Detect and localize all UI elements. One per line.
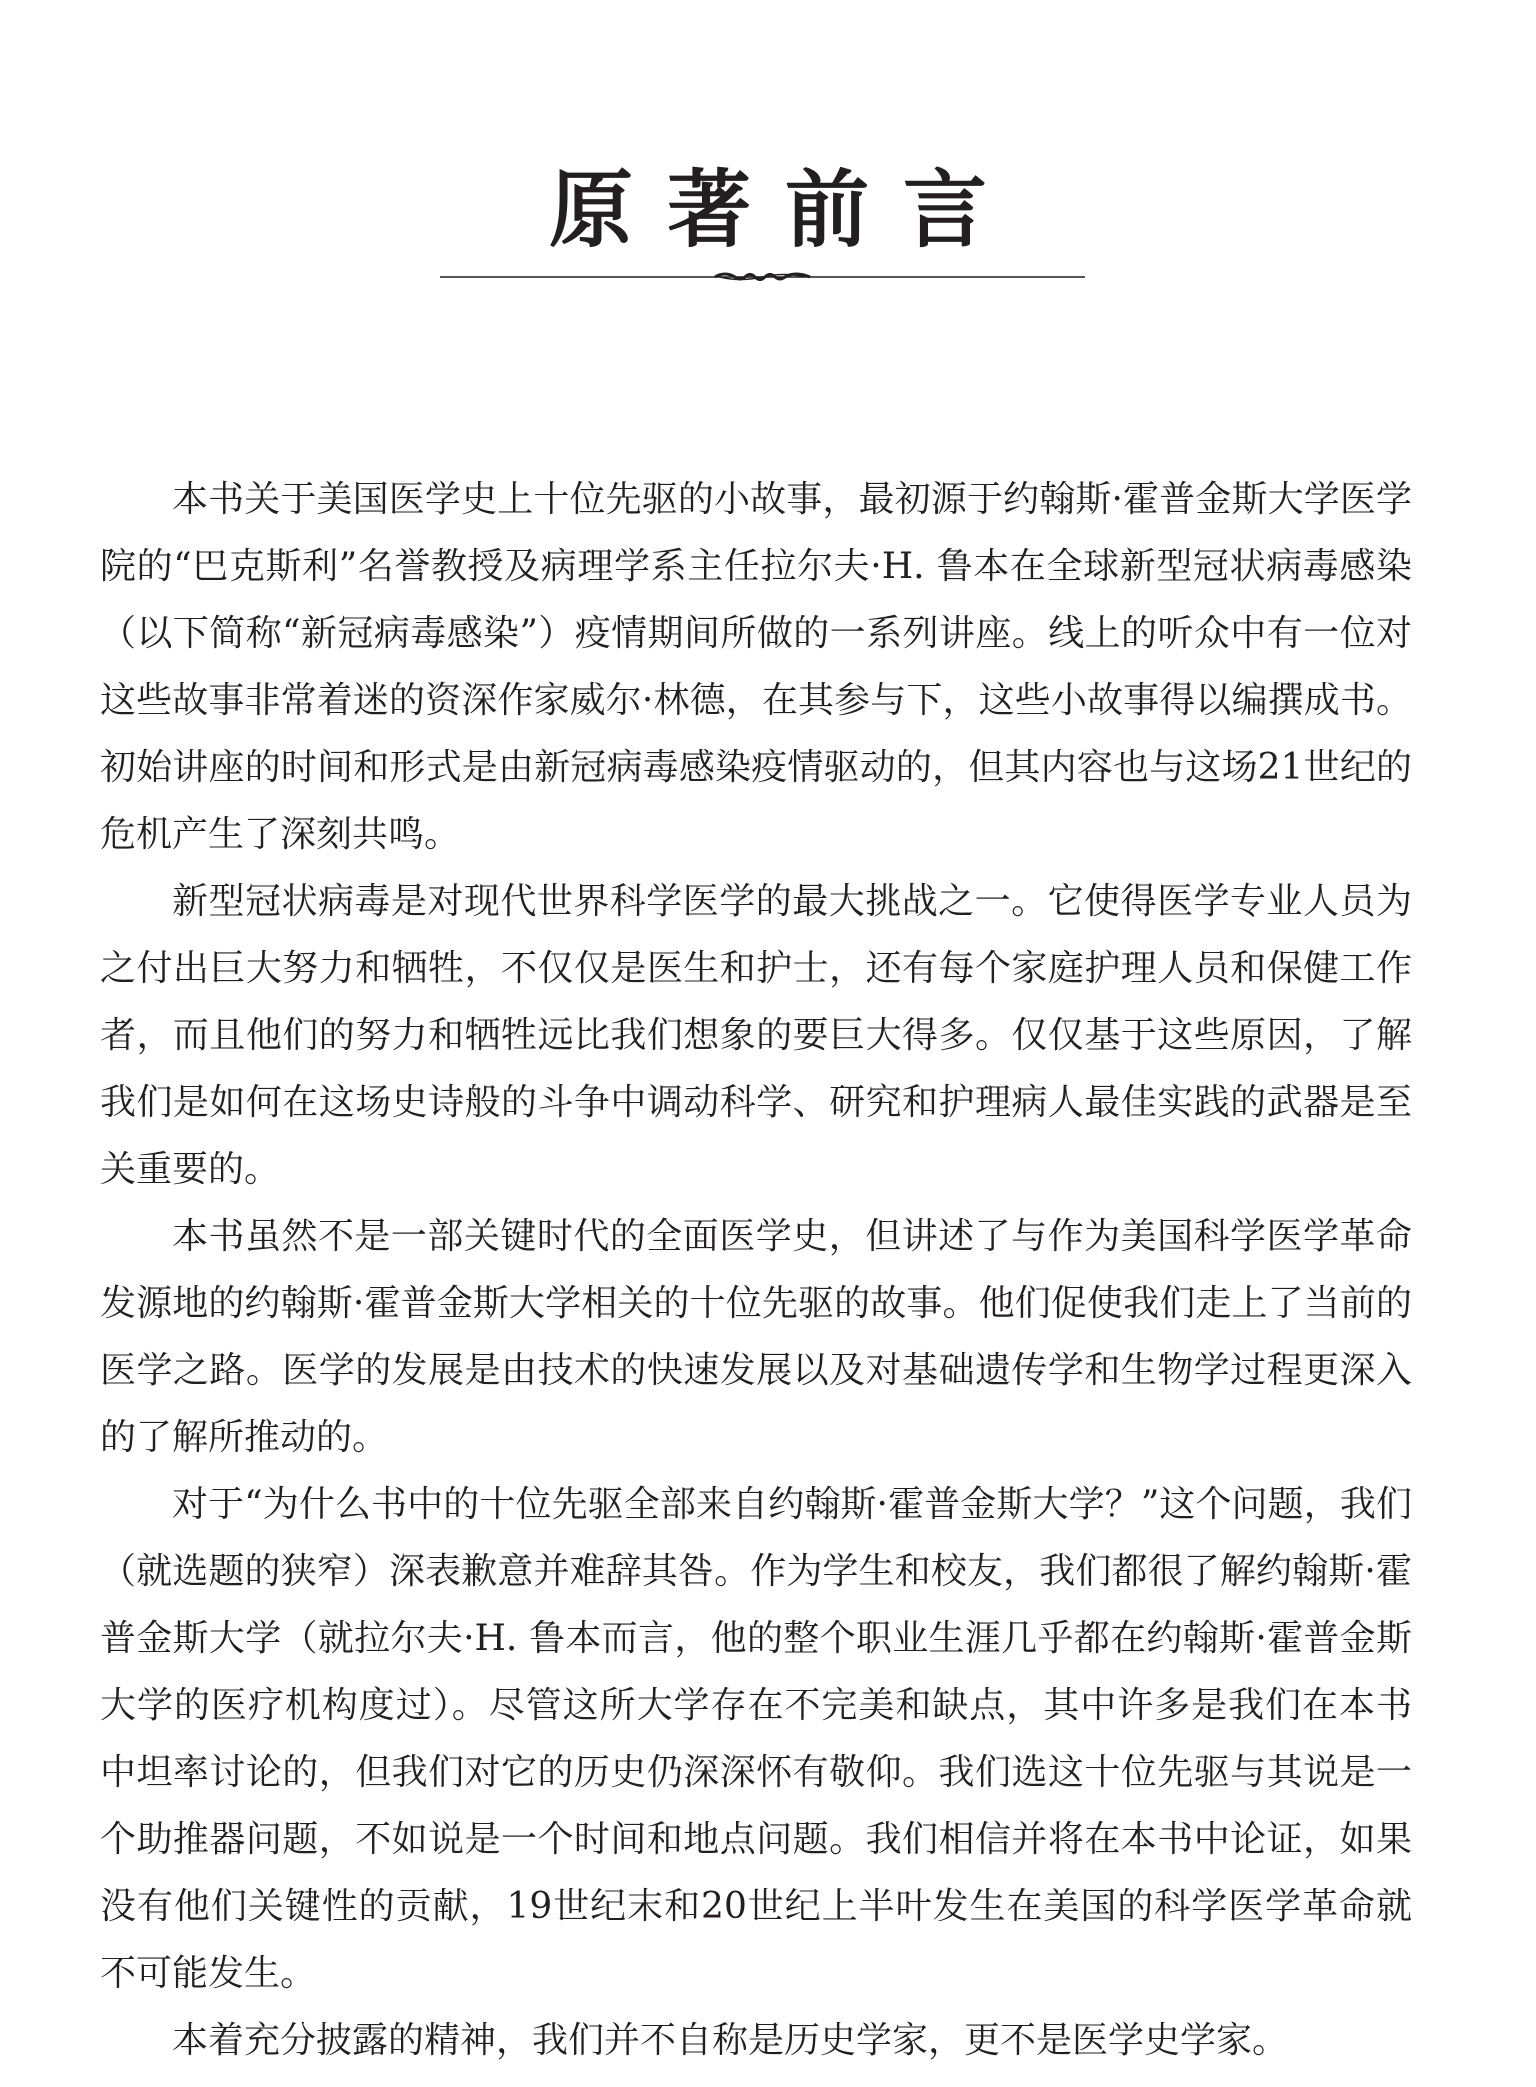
paragraph-5: 本着充分披露的精神，我们并不自称是历史学家，更不是医学史学家。: [172, 2020, 1289, 2061]
page-title: 原著前言: [548, 160, 1021, 259]
paragraph-4: 对于“为什么书中的十位先驱全部来自约翰斯·霍普金斯大学？”这个问题，我们（就选题的狭窄）深表歉意并难辞其咎。作为学生和校友，我们都很了解约翰斯·霍普金斯大学（就拉尔夫·H. 鲁本而言，他的整个职业生涯几乎都在约翰斯·霍普金斯大学的医疗机构度过）。尽管这所大学存在不完美和缺点，其中许多是我们在本书中坦率讨论的，但我们对它的历史仍深深怀有敬仰。我们选这十位先驱与其说是一个助推器问题，不如说是一个时间和地点问题。我们相信并将在本书中论证，如果没有他们关键性的贡献，19世纪末和20世纪上半叶发生在美国的科学医学革命就不可能发生。: [100, 1484, 1412, 1994]
paragraph-1: 本书关于美国医学史上十位先驱的小故事，最初源于约翰斯·霍普金斯大学医学院的“巴克斯利”名誉教授及病理学系主任拉尔夫·H. 鲁本在全球新型冠状病毒感染（以下简称“新冠病毒感染”）疫情期间所做的一系列讲座。线上的听众中有一位对这些故事非常着迷的资深作家威尔·林德，在其参与下，这些小故事得以编撰成书。初始讲座的时间和形式是由新冠病毒感染疫情驱动的，但其内容也与这场21世纪的危机产生了深刻共鸣。: [100, 479, 1412, 855]
paragraph-3: 本书虽然不是一部关键时代的全面医学史，但讲述了与作为美国科学医学革命发源地的约翰斯·霍普金斯大学相关的十位先驱的故事。他们促使我们走上了当前的医学之路。医学的发展是由技术的快速发展以及对基础遗传学和生物学过程更深入的了解所推动的。: [100, 1216, 1412, 1458]
preface-body: [100, 466, 1412, 2074]
paragraph-2: 新型冠状病毒是对现代世界科学医学的最大挑战之一。它使得医学专业人员为之付出巨大努力和牺牲，不仅仅是医生和护士，还有每个家庭护理人员和保健工作者，而且他们的努力和牺牲远比我们想象的要巨大得多。仅仅基于这些原因，了解我们是如何在这场史诗般的斗争中调动科学、研究和护理病人最佳实践的武器是至关重要的。: [100, 881, 1412, 1190]
title-ornament-rule: [440, 270, 1085, 284]
